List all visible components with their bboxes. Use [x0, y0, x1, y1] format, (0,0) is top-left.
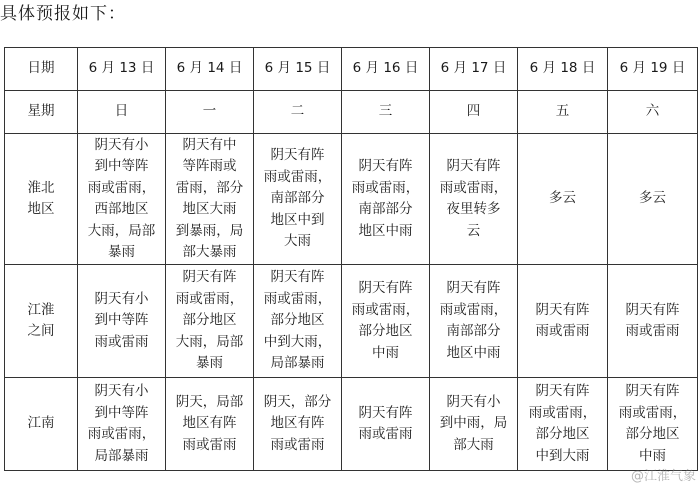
date-row: [5, 48, 698, 91]
forecast-cell: 多云: [518, 134, 608, 265]
weibo-watermark: @江淮气象: [630, 469, 696, 484]
weekday-cell: 三: [342, 91, 430, 134]
region-name-cell: 江南: [5, 378, 78, 471]
date-header-cell: 日期: [5, 48, 78, 91]
forecast-cell: 阴天有阵 雨或雷雨， 南部部分 地区中到 大雨: [254, 134, 342, 265]
forecast-cell: 阴天有中 等阵雨或 雷雨，部分 地区大雨 到暴雨，局 部大暴雨: [166, 134, 254, 265]
forecast-cell: 阴天有小 到中等阵 雨或雷雨， 局部暴雨: [78, 378, 166, 471]
forecast-cell: 阴天有阵 雨或雷雨， 南部部分 地区中雨: [430, 265, 518, 378]
forecast-cell: 阴天有小 到中等阵 雨或雷雨， 西部地区 大雨，局部 暴雨: [78, 134, 166, 265]
region-row-jianghuai: [5, 265, 698, 378]
forecast-cell: 多云: [608, 134, 698, 265]
region-name-cell: 淮北 地区: [5, 134, 78, 265]
forecast-cell: 阴天有阵 雨或雷雨: [518, 265, 608, 378]
weekday-cell: 五: [518, 91, 608, 134]
forecast-cell: 阴天有阵 雨或雷雨， 夜里转多 云: [430, 134, 518, 265]
forecast-table: [4, 47, 698, 471]
forecast-cell: 阴天有阵 雨或雷雨， 部分地区 中雨: [342, 265, 430, 378]
region-name-cell: 江淮 之间: [5, 265, 78, 378]
forecast-cell: 阴天有阵 雨或雷雨， 部分地区 大雨，局部 暴雨: [166, 265, 254, 378]
date-cell: 6 月 13 日: [78, 48, 166, 91]
weekday-cell: 二: [254, 91, 342, 134]
forecast-cell: 阴天有阵 雨或雷雨: [608, 265, 698, 378]
forecast-cell: 阴天有阵 雨或雷雨: [342, 378, 430, 471]
forecast-cell: 阴天，局部 地区有阵 雨或雷雨: [166, 378, 254, 471]
weekday-row: [5, 91, 698, 134]
date-cell: 6 月 18 日: [518, 48, 608, 91]
weekday-header-cell: 星期: [5, 91, 78, 134]
forecast-cell: 阴天有阵 雨或雷雨， 部分地区 中到大雨: [518, 378, 608, 471]
forecast-cell: 阴天有阵 雨或雷雨， 部分地区 中雨: [608, 378, 698, 471]
weekday-cell: 六: [608, 91, 698, 134]
region-row-jiangnan: [5, 378, 698, 471]
forecast-cell: 阴天有小 到中雨，局 部大雨: [430, 378, 518, 471]
date-cell: 6 月 16 日: [342, 48, 430, 91]
forecast-cell: 阴天有小 到中等阵 雨或雷雨: [78, 265, 166, 378]
date-cell: 6 月 19 日: [608, 48, 698, 91]
forecast-cell: 阴天有阵 雨或雷雨， 部分地区 中到大雨， 局部暴雨: [254, 265, 342, 378]
date-cell: 6 月 17 日: [430, 48, 518, 91]
date-cell: 6 月 15 日: [254, 48, 342, 91]
forecast-cell: 阴天，部分 地区有阵 雨或雷雨: [254, 378, 342, 471]
region-row-huaibei: [5, 134, 698, 265]
weekday-cell: 日: [78, 91, 166, 134]
page-title: 具体预报如下：: [0, 4, 126, 24]
weekday-cell: 四: [430, 91, 518, 134]
forecast-cell: 阴天有阵 雨或雷雨， 南部部分 地区中雨: [342, 134, 430, 265]
date-cell: 6 月 14 日: [166, 48, 254, 91]
weekday-cell: 一: [166, 91, 254, 134]
